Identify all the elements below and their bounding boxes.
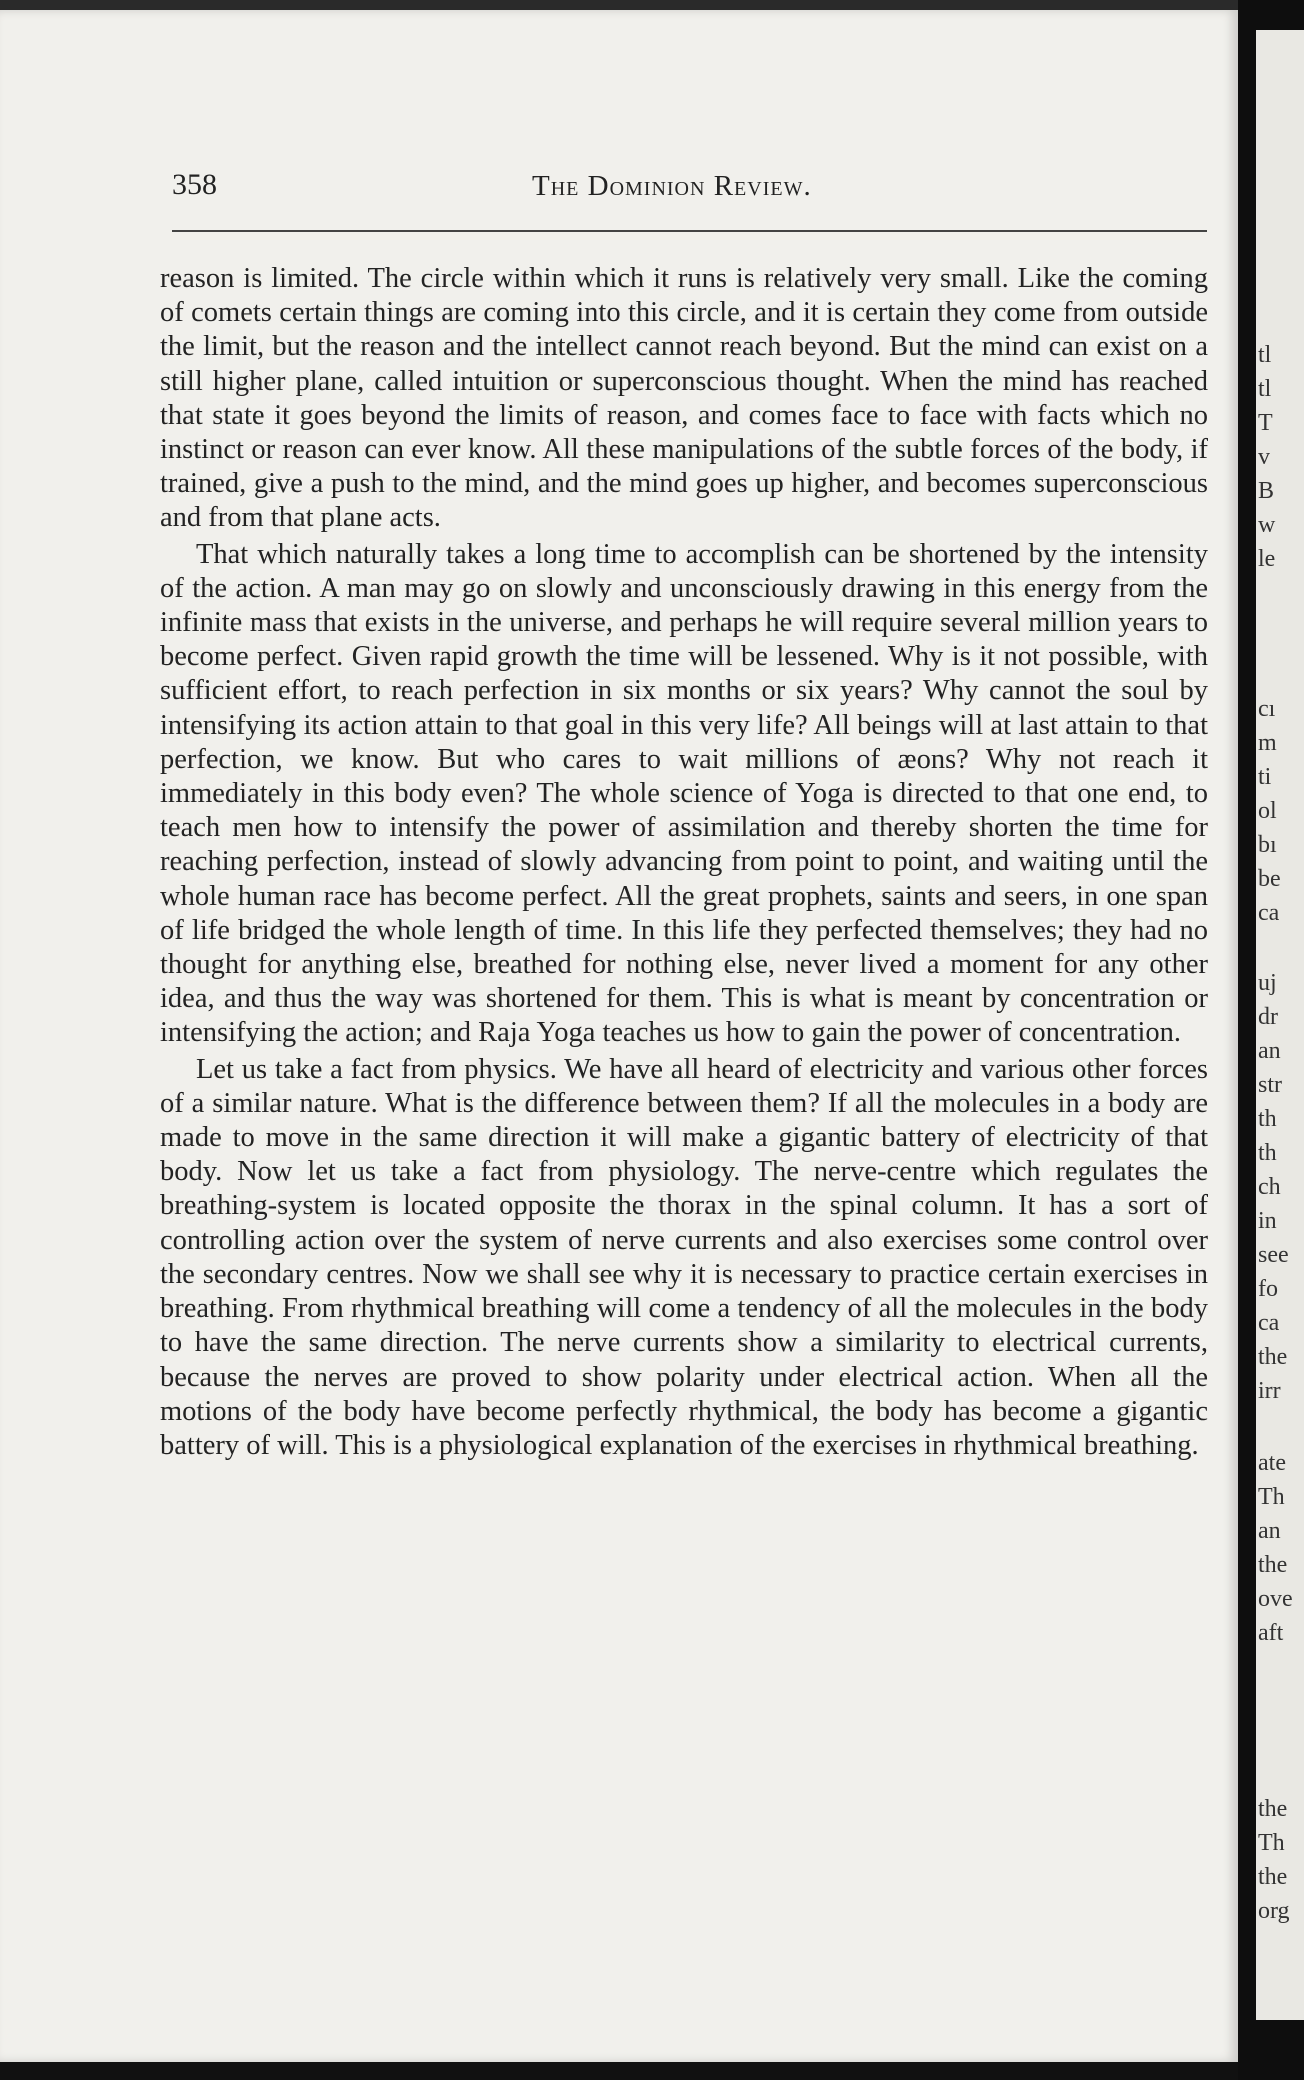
adjacent-fragment: th — [1258, 1140, 1277, 1166]
adjacent-fragment: be — [1258, 866, 1281, 892]
adjacent-fragment: ch — [1258, 1174, 1281, 1200]
adjacent-fragment: bı — [1258, 832, 1277, 858]
adjacent-fragment: the — [1258, 1796, 1288, 1822]
adjacent-fragment: cı — [1258, 696, 1276, 722]
adjacent-fragment: w — [1258, 512, 1276, 538]
adjacent-fragment: v — [1258, 444, 1270, 470]
paragraph: Let us take a fact from physics. We have all heard of electricity and various other forces of a similar nature. What is the difference between them? If all the molecules in a body are made to move in the same direction it will make a gigantic battery of electricity of that body. Now let us take a fact from physiology. The nerve-centre which regulates the breathing-system is located opposite the thorax in the spinal column. It has a sort of controlling action over the system of nerve currents and also exercises some control over the secondary centres. Now we shall see why it is necessary to practice certain exercises in breathing. From rhythmical breathing will come a tendency of all the molecules in the body to have the same direction. The nerve currents show a similarity to electrical currents, because the nerves are proved to show polarity under electrical action. When all the motions of the body have become perfectly rhythmical, the body has become a gigantic battery of will. This is a physiological explanation of the exercises in rhythmical breathing. — [160, 1053, 1208, 1461]
adjacent-fragment: irr — [1258, 1378, 1281, 1404]
adjacent-fragment: ti — [1258, 764, 1272, 790]
adjacent-fragment: ca — [1258, 1310, 1280, 1336]
adjacent-fragment: T — [1258, 410, 1273, 436]
adjacent-fragment: Th — [1258, 1830, 1285, 1856]
adjacent-fragment: B — [1258, 478, 1275, 504]
adjacent-fragment: ol — [1258, 798, 1277, 824]
body-text — [160, 262, 1208, 1463]
page-number: 358 — [172, 168, 217, 201]
adjacent-fragment: m — [1258, 730, 1277, 756]
adjacent-fragment: aft — [1258, 1620, 1284, 1646]
header-rule — [172, 230, 1207, 232]
adjacent-fragment: an — [1258, 1038, 1281, 1064]
adjacent-fragment: the — [1258, 1552, 1288, 1578]
paragraph: That which naturally takes a long time to accomplish can be shortened by the intensity of the action. A man may go on slowly and unconsciously drawing in this energy from the infinite mass that exists in the universe, and perhaps he will require several million years to become perfect. Given rapid growth the time will be lessened. Why is it not possible, with sufficient effort, to reach perfection in six months or six years? Why cannot the soul by intensifying its action attain to that goal in this very life? All beings will at last attain to that perfection, we know. But who cares to wait millions of æons? Why not reach it immediately in this body even? The whole science of Yoga is directed to that one end, to teach men how to intensify the power of assimilation and thereby shorten the time for reaching perfection, instead of slowly advancing from point to point, and waiting until the whole human race has become perfect. All the great prophets, saints and seers, in one span of life bridged the whole length of time. In this life they perfected themselves; they had no thought for anything else, breathed for nothing else, never lived a moment for any other idea, and thus the way was shortened for them. This is what is meant by concentration or intensifying the action; and Raja Yoga teaches us how to gain the power of concentration. — [160, 538, 1208, 1049]
adjacent-fragment: str — [1258, 1072, 1282, 1098]
adjacent-fragment: uj — [1258, 970, 1277, 996]
adjacent-fragment: ate — [1258, 1450, 1286, 1476]
adjacent-fragment: in — [1258, 1208, 1277, 1234]
adjacent-fragment: th — [1258, 1106, 1277, 1132]
page-header — [172, 168, 1214, 212]
adjacent-fragment: the — [1258, 1344, 1288, 1370]
adjacent-fragment: see — [1258, 1242, 1289, 1268]
adjacent-fragment: Th — [1258, 1484, 1285, 1510]
adjacent-fragment: tl — [1258, 376, 1272, 402]
adjacent-fragment: the — [1258, 1864, 1288, 1890]
adjacent-page-edge — [1256, 30, 1304, 2020]
adjacent-fragment: org — [1258, 1898, 1290, 1924]
adjacent-fragment: ca — [1258, 900, 1280, 926]
adjacent-fragment: le — [1258, 546, 1276, 572]
adjacent-fragment: tl — [1258, 342, 1272, 368]
adjacent-fragment: fo — [1258, 1276, 1278, 1302]
adjacent-fragment: an — [1258, 1518, 1281, 1544]
running-title: The Dominion Review. — [532, 170, 812, 202]
adjacent-fragment: ove — [1258, 1586, 1293, 1612]
paragraph: reason is limited. The circle within which it runs is relatively very small. Like the coming of comets certain things are coming into this circle, and it is certain they come from outside the limit, but the reason and the intellect cannot reach beyond. But the mind can exist on a still higher plane, called intuition or superconscious thought. When the mind has reached that state it goes beyond the limits of reason, and comes face to face with facts which no instinct or reason can ever know. All these manipulations of the subtle forces of the body, if trained, give a push to the mind, and the mind goes up higher, and becomes superconscious and from that plane acts. — [160, 263, 1208, 534]
adjacent-fragment: dr — [1258, 1004, 1278, 1030]
